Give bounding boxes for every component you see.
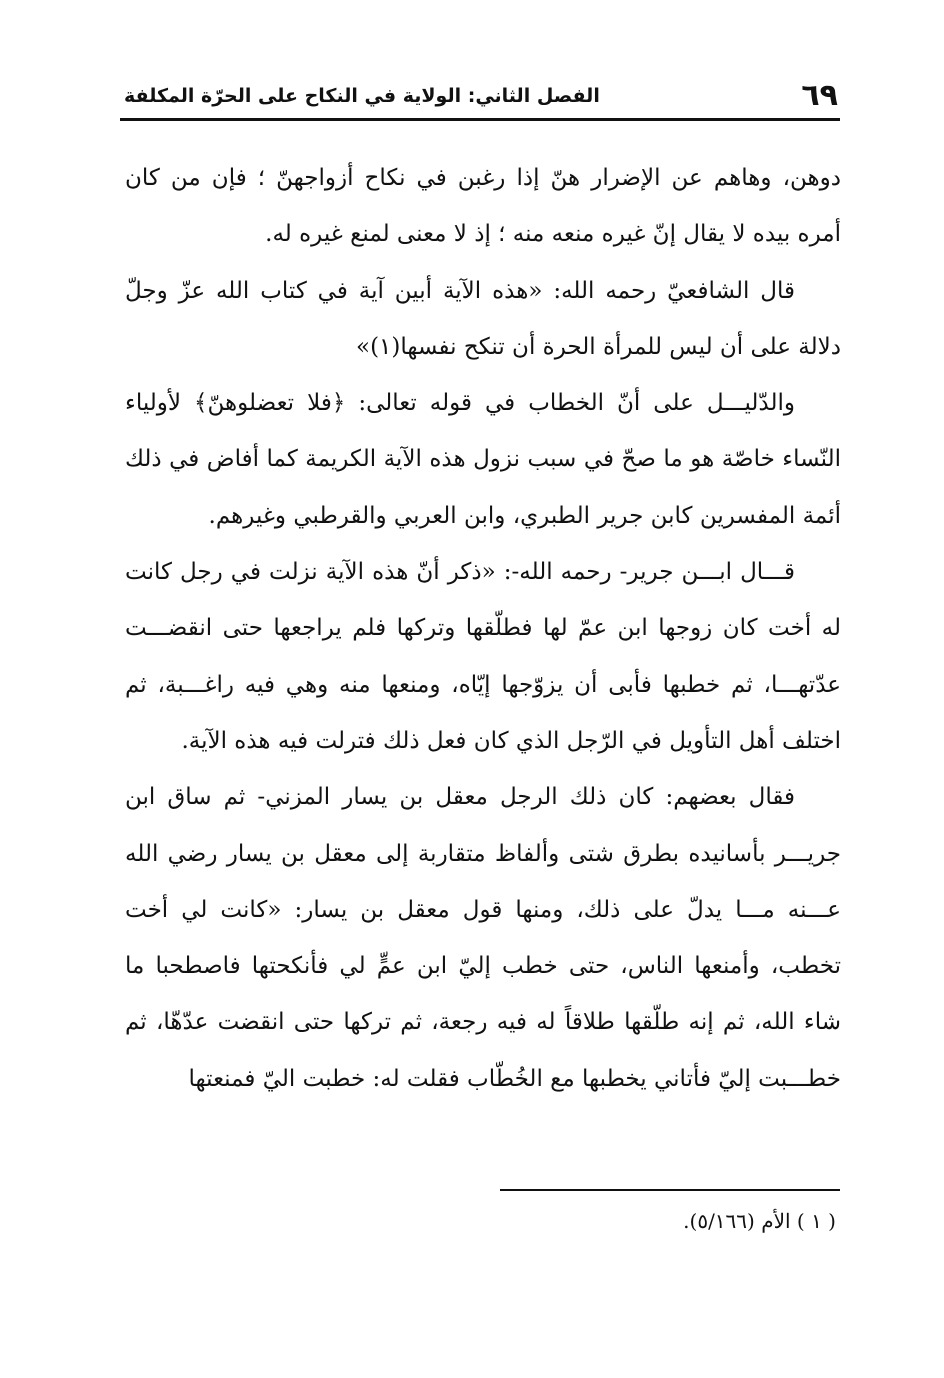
running-header [120,74,840,121]
body-text [125,150,841,1107]
footnote: ( ١ ) الأم (٥/١٦٦). [683,1209,836,1233]
paragraph-5: فقال بعضهم: كان ذلك الرجل معقل بن يسار المزني- ثم ساق ابن جريـــر بأسانيده بطرق شتى وألفاظ متقاربة إلى معقل بن يسار رضي الله عـــنه مـــا يدلّ على ذلك، ومنها قول معقل بن يسار: «كانت لي أخت تخطب، وأمنعها الناس، حتى خطب إليّ ابن عمٍّ لي فأنكحتها فاصطحبا ما شاء الله، ثم إنه طلّقها طلاقاً له فيه رجعة، ثم تركها حتى انقضت عدّهّا، ثم خطـــبت إليّ فأتاني يخطبها مع الخُطّاب فقلت له: خطبت اليّ فمنعتها [125,784,841,1092]
paragraph-4: قـــال ابـــن جرير- رحمه الله-: «ذكر أنّ هذه الآية نزلت في رجل كانت له أخت كان زوجها ابن عمّ لها فطلّقها وتركها فلم يراجعها حتى انقضـــت عدّتهـــا، ثم خطبها فأبى أن يزوّجها إيّاه، ومنعها منه وهي فيه راغـــبة، ثم اختلف أهل التأويل في الرّجل الذي كان فعل ذلك فترلت فيه هذه الآية. [125,559,841,754]
paragraph-1: دوهن، وهاهم عن الإضرار هنّ إذا رغبن في نكاح أزواجهنّ ؛ فإن من كان أمره بيده لا يقال إنّ غيره منعه منه ؛ إذ لا معنى لمنع غيره له. [125,165,841,248]
chapter-title: الفصل الثاني: الولاية في النكاح على الحرّة المكلفة [124,85,600,107]
paragraph-3: والدّليـــل على أنّ الخطاب في قوله تعالى: ﴿فلا تعضلوهنّ﴾ لأولياء النّساء خاصّة هو ما صحّ في سبب نزول هذه الآية الكريمة كما أفاض في ذلك أئمة المفسرين كابن جرير الطبري، وابن العربي والقرطبي وغيرهم. [125,390,841,529]
footnote-divider [500,1189,840,1191]
page-number: ٦٩ [801,78,838,113]
paragraph-2: قال الشافعيّ رحمه الله: «هذه الآية أبين آية في كتاب الله عزّ وجلّ دلالة على أن ليس للمرأة الحرة أن تنكح نفسها(١)» [125,277,841,360]
